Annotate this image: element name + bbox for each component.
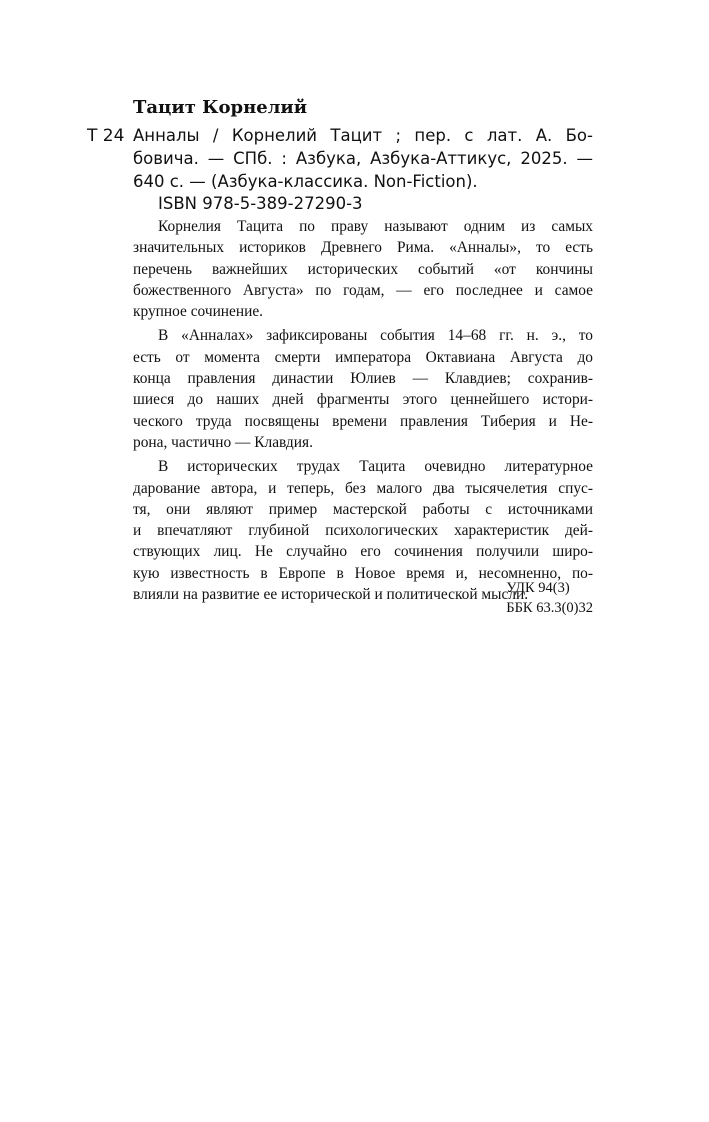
annotation-line: и впечатляют глубиной психологических характеристик дей- — [133, 522, 593, 540]
author-mark: Т 24 — [87, 126, 125, 146]
author-heading: Тацит Корнелий — [133, 97, 308, 118]
annotation-line: перечень важнейших исторических событий «от кончины — [133, 260, 593, 278]
annotation-line: божественного Августа» по годам, — его последнее и самое — [133, 281, 593, 299]
annotation-line: есть от момента смерти императора Октавиана Августа до — [133, 348, 593, 366]
isbn: ISBN 978-5-389-27290-3 — [158, 194, 363, 213]
annotation-line: влияли на развитие ее исторической и политической мысли. — [133, 586, 529, 604]
annotation-line: ческого труда посвящены времени правления Тиберия и Не- — [133, 412, 593, 430]
annotation-line: значительных историков Древнего Рима. «Анналы», то есть — [133, 239, 593, 257]
description-line: 640 с. — (Азбука-классика. Non-Fiction). — [133, 172, 478, 191]
annotation-line: тя, они являют пример мастерской работы с источниками — [133, 500, 593, 518]
annotation-line: крупное сочинение. — [133, 303, 264, 321]
annotation-line: В исторических трудах Тацита очевидно литературное — [158, 458, 593, 476]
annotation-paragraph — [133, 216, 593, 322]
udk-code: УДК 94(3) — [506, 580, 570, 596]
annotation-line: конца правления династии Юлиев — Клавдиев; сохранив- — [133, 370, 593, 388]
annotation — [133, 216, 593, 608]
annotation-line: шиеся до наших дней фрагменты этого ценнейшего истори- — [133, 391, 593, 409]
classification-codes — [506, 578, 593, 618]
bbk-code: ББК 63.3(0)32 — [506, 600, 593, 616]
annotation-line: кую известность в Европе в Новое время и, несомненно, по- — [133, 564, 593, 582]
description-line: Анналы / Корнелий Тацит ; пер. с лат. А. Бо- — [133, 126, 593, 145]
annotation-line: В «Анналах» зафиксированы события 14–68 гг. н. э., то — [158, 327, 593, 345]
annotation-line: Корнелия Тацита по праву называют одним из самых — [158, 218, 593, 235]
annotation-paragraph — [133, 325, 593, 453]
annotation-line: дарование автора, и теперь, без малого два тысячелетия спус- — [133, 479, 593, 497]
bibliographic-description — [133, 124, 593, 193]
annotation-line: ствующих лиц. Не случайно его сочинения получили широ- — [133, 543, 593, 561]
annotation-line: рона, частично — Клавдия. — [133, 433, 313, 451]
description-line: бовича. — СПб. : Азбука, Азбука-Аттикус, 2025. — — [133, 149, 593, 168]
